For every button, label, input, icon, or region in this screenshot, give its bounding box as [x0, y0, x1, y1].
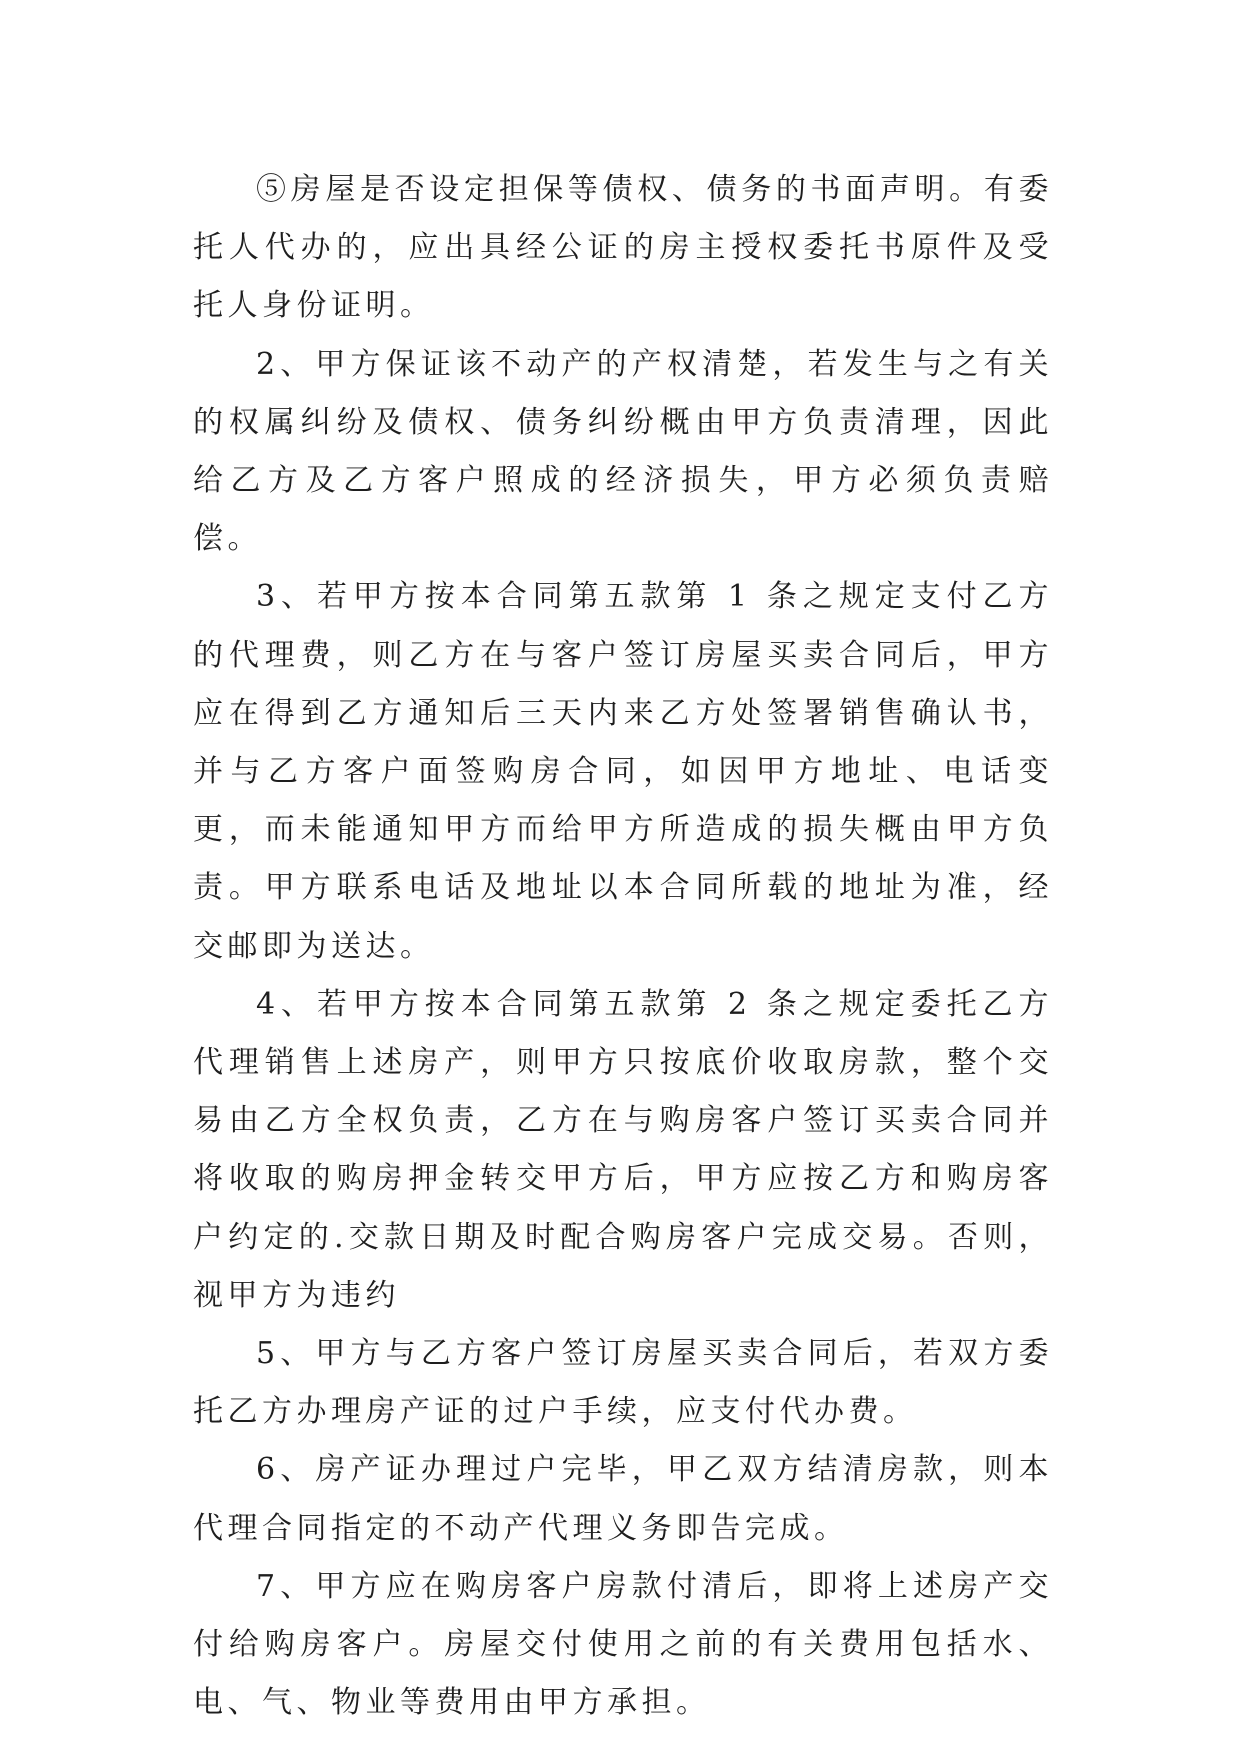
paragraph-clause-3: 3、若甲方按本合同第五款第 1 条之规定支付乙方的代理费，则乙方在与客户签订房屋买卖合同后，甲方应在得到乙方通知后三天内来乙方处签署销售确认书，并与乙方客户面签购房合同，如因甲方地址、电话变更，而未能通知甲方而给甲方所造成的损失概由甲方负责。甲方联系电话及地址以本合同所载的地址为准，经交邮即为送达。 [193, 579, 1053, 964]
paragraph-clause-7: 7、甲方应在购房客户房款付清后，即将上述房产交付给购房客户。房屋交付使用之前的有关费用包括水、电、气、物业等费用由甲方承担。 [193, 1568, 1053, 1721]
paragraph-clause-5: 5、甲方与乙方客户签订房屋买卖合同后，若双方委托乙方办理房产证的过户手续，应支付代办费。 [193, 1336, 1053, 1430]
document-body [193, 161, 1053, 1732]
paragraph-clause-6: 6、房产证办理过户完毕，甲乙双方结清房款，则本代理合同指定的不动产代理义务即告完成。 [193, 1452, 1053, 1546]
paragraph-clause-2: 2、甲方保证该不动产的产权清楚，若发生与之有关的权属纠纷及债权、债务纠纷概由甲方负责清理，因此给乙方及乙方客户照成的经济损失，甲方必须负责赔偿。 [193, 346, 1053, 557]
paragraph-clause-4: 4、若甲方按本合同第五款第 2 条之规定委托乙方代理销售上述房产，则甲方只按底价收取房款，整个交易由乙方全权负责，乙方在与购房客户签订买卖合同并将收取的购房押金转交甲方后，甲方应按乙方和购房客户约定的.交款日期及时配合购房客户完成交易。否则，视甲方为违约 [193, 986, 1053, 1313]
paragraph-guarantee-statement: ⑤房屋是否设定担保等债权、债务的书面声明。有委托人代办的，应出具经公证的房主授权委托书原件及受托人身份证明。 [193, 172, 1053, 324]
